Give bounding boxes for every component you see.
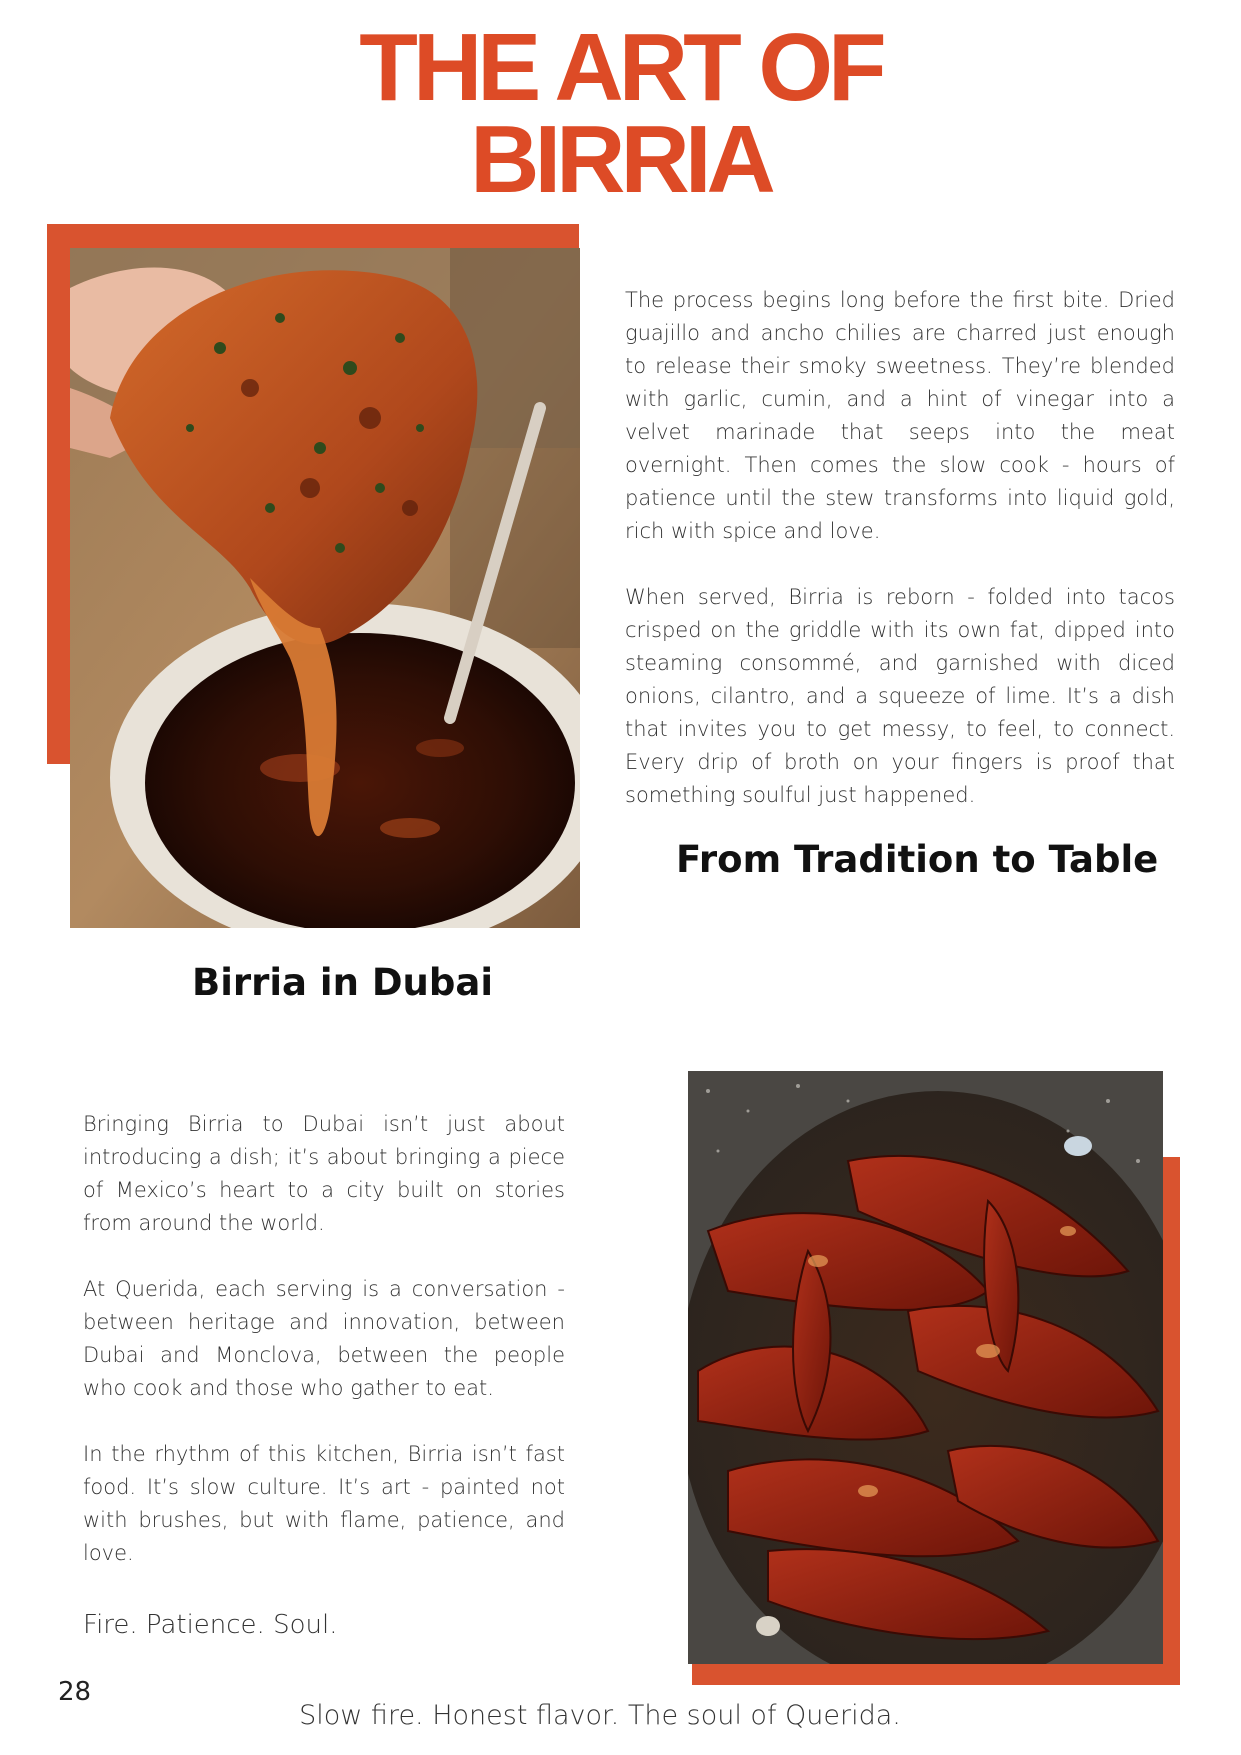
title-line-1: THE ART OF [359, 14, 882, 121]
title-line-2: BIRRIA [470, 106, 771, 213]
dubai-paragraph: At Querida, each serving is a conversation - between heritage and innovation, between Dubai and Monclova, between the people who cook and those who gather to eat. [83, 1277, 565, 1400]
intro-text-column [625, 284, 1175, 812]
chilies-soaking-illustration [688, 1071, 1163, 1664]
section-heading-tradition: From Tradition to Table [676, 838, 1159, 881]
tagline: Fire. Patience. Soul. [83, 1610, 338, 1640]
page-title [0, 14, 1241, 213]
dubai-text-column [83, 1108, 565, 1570]
dubai-paragraph: In the rhythm of this kitchen, Birria isn’t fast food. It’s slow culture. It’s art - painted not with brushes, but with flame, patience, and love. [83, 1442, 565, 1565]
dubai-paragraph: Bringing Birria to Dubai isn’t just about introducing a dish; it’s about bringing a piece of Mexico’s heart to a city built on stories from around the world. [83, 1112, 565, 1235]
dried-chilies-photo [688, 1071, 1163, 1664]
intro-paragraph: The process begins long before the first bite. Dried guajillo and ancho chilies are charred just enough to release their smoky sweetness. They’re blended with garlic, cumin, and a hint of vinegar into a velvet marinade that seeps into the meat overnight. Then comes the slow cook - hours of patience until the stew transforms into liquid gold, rich with spice and love. [625, 288, 1175, 543]
section-heading-dubai: Birria in Dubai [192, 961, 494, 1004]
taco-dip-illustration [70, 248, 580, 928]
footer-slogan: Slow fire. Honest flavor. The soul of Querida. [299, 1700, 901, 1731]
birria-taco-dip-photo [70, 248, 580, 928]
intro-paragraph: When served, Birria is reborn - folded into tacos crisped on the griddle with its own fat, dipped into steaming consommé, and garnished with diced onions, cilantro, and a squeeze of lime. It’s a dish that invites you to get messy, to feel, to connect. Every drip of broth on your fingers is proof that something soulful just happened. [625, 585, 1175, 807]
page-number: 28 [58, 1677, 92, 1707]
